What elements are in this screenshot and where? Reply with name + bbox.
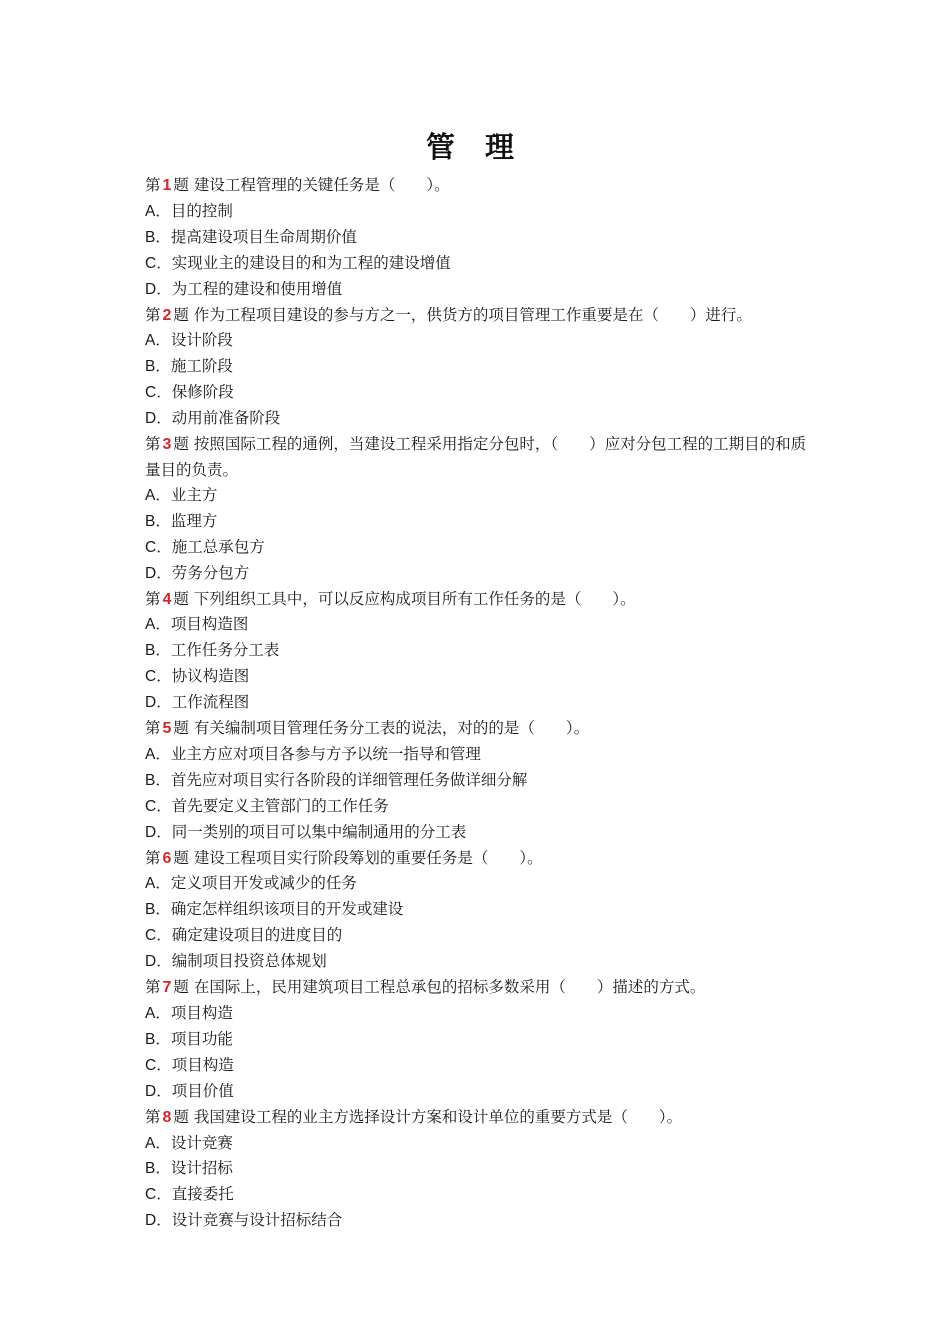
- option-letter: D．: [145, 953, 172, 971]
- question-2: [145, 303, 807, 329]
- option-letter: C．: [145, 254, 172, 272]
- option-letter: C．: [145, 668, 172, 686]
- question-text: 按照国际工程的通例，当建设工程采用指定分包时，（ ）应对分包工程的工期目的和质量目的负责。: [145, 435, 807, 479]
- question-prefix: 第: [145, 305, 161, 324]
- option-d: [145, 406, 807, 432]
- option-letter: B．: [145, 1160, 171, 1178]
- option-letter: D．: [145, 1212, 172, 1230]
- option-letter: C．: [145, 384, 172, 402]
- question-prefix: 第: [145, 435, 161, 454]
- option-text: 项目价值: [171, 1081, 234, 1100]
- option-c: [145, 1182, 807, 1208]
- question-text: 建设工程管理的关键任务是（ ）。: [193, 176, 450, 194]
- option-d: [145, 1208, 807, 1234]
- option-letter: D．: [145, 564, 172, 582]
- question-suffix: 题: [173, 176, 189, 194]
- option-text: 首先应对项目实行各阶段的详细管理任务做详细分解: [170, 770, 528, 789]
- option-a: [145, 199, 807, 225]
- option-text: 动用前准备阶段: [171, 409, 281, 428]
- option-letter: A．: [145, 332, 171, 350]
- option-a: [145, 1131, 807, 1157]
- option-b: [145, 897, 807, 923]
- option-text: 确定建设项目的进度目的: [171, 926, 343, 945]
- option-d: [145, 949, 807, 975]
- option-letter: A．: [145, 202, 171, 220]
- question-text: 下列组织工具中，可以反应构成项目所有工作任务的是（ ）。: [193, 589, 636, 608]
- option-letter: A．: [145, 486, 171, 504]
- question-prefix: 第: [145, 978, 161, 997]
- option-text: 项目构造: [171, 1055, 234, 1074]
- option-letter: C．: [145, 1056, 172, 1074]
- question-suffix: 题: [173, 1107, 189, 1126]
- question-number: 4: [162, 590, 172, 608]
- option-text: 编制项目投资总体规划: [171, 952, 327, 971]
- option-d: [145, 690, 807, 716]
- option-c: [145, 1053, 807, 1079]
- option-text: 协议构造图: [171, 667, 250, 686]
- option-text: 首先要定义主管部门的工作任务: [171, 796, 389, 815]
- question-number: 7: [162, 979, 172, 997]
- option-letter: A．: [145, 1005, 171, 1022]
- question-prefix: 第: [145, 589, 161, 608]
- option-b: [145, 1156, 807, 1182]
- option-c: [145, 794, 807, 820]
- option-c: [145, 923, 807, 949]
- question-prefix: 第: [145, 848, 161, 867]
- option-c: [145, 251, 807, 277]
- option-c: [145, 380, 807, 406]
- question-prefix: 第: [145, 176, 161, 194]
- option-text: 实现业主的建设目的和为工程的建设增值: [171, 253, 451, 272]
- option-text: 项目构造图: [170, 615, 249, 634]
- option-a: [145, 871, 807, 897]
- option-d: [145, 277, 807, 303]
- option-text: 提高建设项目生命周期价值: [170, 227, 357, 246]
- option-letter: A．: [145, 745, 171, 763]
- question-text: 作为工程项目建设的参与方之一，供货方的项目管理工作重要是在（ ）进行。: [193, 305, 752, 324]
- option-text: 监理方: [170, 511, 218, 530]
- question-6: [145, 846, 807, 872]
- question-7: [145, 975, 807, 1001]
- option-d: [145, 561, 807, 587]
- option-a: [145, 1001, 807, 1027]
- option-text: 项目构造: [170, 1004, 233, 1022]
- option-text: 定义项目开发或减少的任务: [170, 874, 357, 893]
- option-letter: C．: [145, 927, 172, 945]
- question-8: [145, 1105, 807, 1131]
- option-a: [145, 612, 807, 638]
- option-b: [145, 768, 807, 794]
- question-suffix: 题: [173, 978, 189, 997]
- question-text: 在国际上，民用建筑项目工程总承包的招标多数采用（ ）描述的方式。: [193, 978, 706, 997]
- question-suffix: 题: [173, 719, 189, 738]
- question-number: 2: [162, 306, 172, 324]
- question-number: 8: [162, 1108, 172, 1126]
- question-number: 3: [162, 436, 172, 454]
- option-text: 项目功能: [170, 1029, 233, 1048]
- option-letter: B．: [145, 358, 171, 376]
- option-text: 目的控制: [170, 201, 233, 220]
- option-text: 直接委托: [171, 1185, 234, 1204]
- option-letter: D．: [145, 410, 172, 428]
- question-suffix: 题: [173, 848, 189, 867]
- option-b: [145, 638, 807, 664]
- option-text: 设计招标: [170, 1159, 233, 1178]
- option-letter: B．: [145, 1030, 171, 1048]
- option-text: 施工阶段: [170, 357, 233, 376]
- question-prefix: 第: [145, 1107, 161, 1126]
- question-list: [145, 173, 807, 1234]
- question-4: [145, 587, 807, 613]
- option-text: 设计阶段: [170, 331, 233, 350]
- option-letter: C．: [145, 538, 172, 556]
- option-text: 工作任务分工表: [170, 641, 280, 660]
- option-a: [145, 483, 807, 509]
- option-text: 劳务分包方: [171, 563, 250, 582]
- option-letter: A．: [145, 1134, 171, 1152]
- option-letter: C．: [145, 797, 172, 815]
- option-letter: A．: [145, 616, 171, 634]
- question-suffix: 题: [173, 435, 189, 454]
- option-letter: D．: [145, 823, 172, 841]
- question-text: 建设工程项目实行阶段筹划的重要任务是（ ）。: [193, 848, 543, 867]
- option-letter: B．: [145, 771, 171, 789]
- option-letter: A．: [145, 875, 171, 893]
- option-c: [145, 664, 807, 690]
- option-letter: B．: [145, 228, 171, 246]
- question-prefix: 第: [145, 719, 161, 738]
- question-suffix: 题: [173, 305, 189, 324]
- option-letter: B．: [145, 901, 171, 919]
- option-b: [145, 225, 807, 251]
- option-letter: D．: [145, 280, 172, 298]
- option-text: 施工总承包方: [171, 537, 265, 556]
- option-a: [145, 328, 807, 354]
- question-1: [145, 173, 807, 199]
- option-letter: B．: [145, 642, 171, 660]
- option-letter: C．: [145, 1186, 172, 1204]
- option-b: [145, 1027, 807, 1053]
- option-letter: D．: [145, 694, 172, 712]
- option-text: 保修阶段: [171, 383, 234, 402]
- page-title: 管 理: [425, 130, 525, 164]
- option-letter: D．: [145, 1082, 172, 1100]
- option-text: 为工程的建设和使用增值: [171, 279, 343, 298]
- question-5: [145, 716, 807, 742]
- option-d: [145, 820, 807, 846]
- option-letter: B．: [145, 512, 171, 530]
- option-text: 业主方: [170, 485, 218, 504]
- option-text: 设计竞赛: [170, 1133, 233, 1152]
- option-text: 业主方应对项目各参与方予以统一指导和管理: [170, 744, 481, 763]
- option-b: [145, 509, 807, 535]
- option-text: 确定怎样组织该项目的开发或建设: [170, 900, 404, 919]
- question-text: 有关编制项目管理任务分工表的说法，对的的是（ ）。: [193, 719, 590, 738]
- option-a: [145, 742, 807, 768]
- question-number: 1: [162, 177, 172, 194]
- option-d: [145, 1079, 807, 1105]
- question-text: 我国建设工程的业主方选择设计方案和设计单位的重要方式是（ ）。: [193, 1107, 683, 1126]
- option-text: 同一类别的项目可以集中编制通用的分工表: [171, 822, 467, 841]
- option-text: 设计竞赛与设计招标结合: [171, 1211, 343, 1230]
- option-c: [145, 535, 807, 561]
- option-b: [145, 354, 807, 380]
- question-suffix: 题: [173, 589, 189, 608]
- option-text: 工作流程图: [171, 693, 250, 712]
- question-number: 5: [162, 720, 172, 738]
- question-number: 6: [162, 849, 172, 867]
- question-3: [145, 432, 807, 483]
